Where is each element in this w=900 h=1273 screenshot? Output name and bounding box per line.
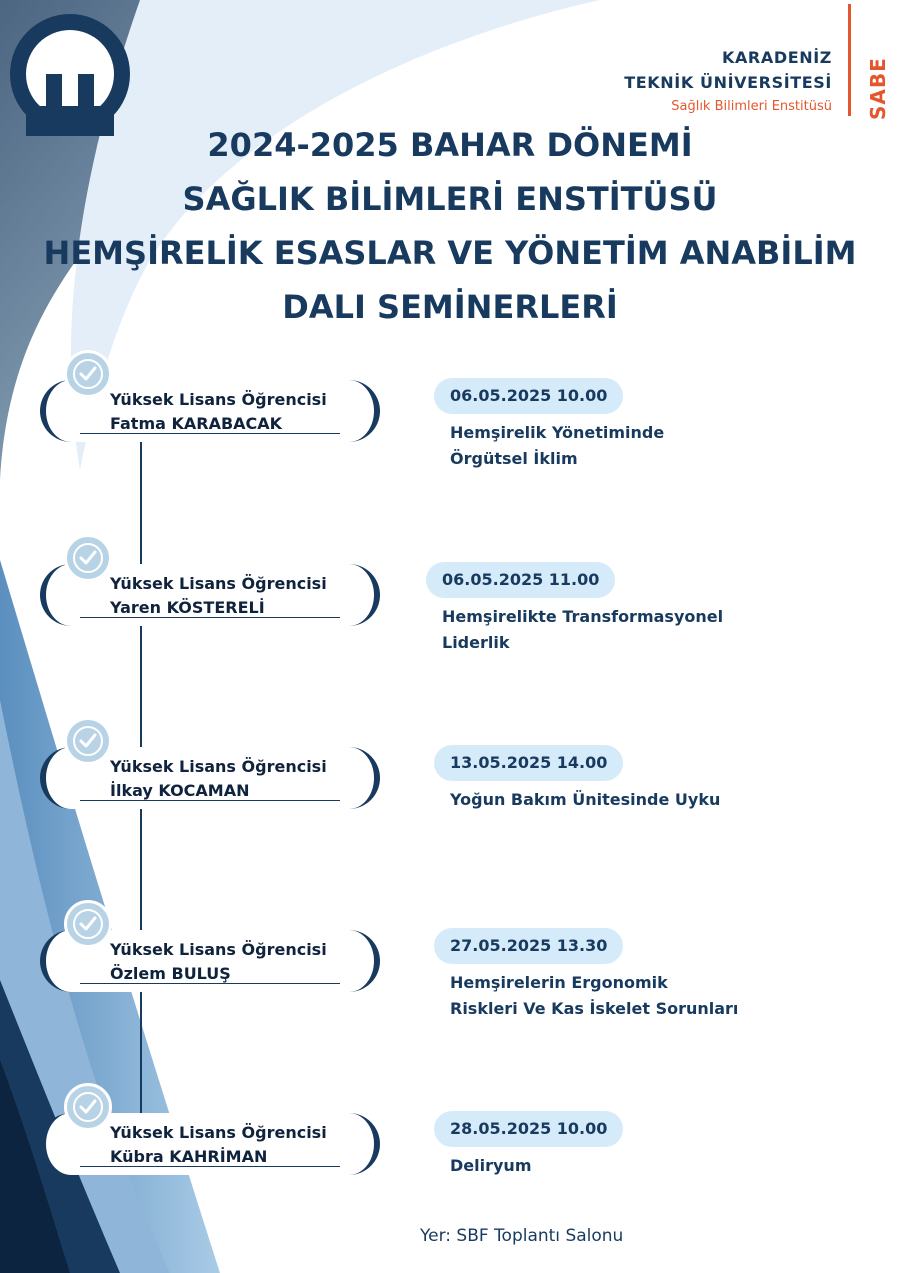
seminar-topic [450, 1153, 531, 1179]
speaker-underline [80, 617, 340, 618]
topic-line1: Yoğun Bakım Ünitesinde Uyku [450, 790, 721, 809]
speaker-underline [80, 800, 340, 801]
brand-name-line1: KARADENİZ [721, 48, 832, 67]
check-circle-icon [64, 534, 112, 582]
seminar-datetime: 27.05.2025 13.30 [434, 928, 623, 964]
seminar-topic [450, 970, 738, 1022]
seminar-datetime: 06.05.2025 11.00 [426, 562, 615, 598]
speaker-name: Özlem BULUŞ [110, 964, 231, 983]
seminar-topic [442, 604, 723, 656]
speaker-name: Yaren KÖSTERELİ [110, 598, 265, 617]
seminar-topic [450, 787, 720, 813]
brand-divider [848, 4, 851, 116]
speaker-underline [80, 433, 340, 434]
brand-badge: SABE [866, 57, 890, 120]
venue-text: Yer: SBF Toplantı Salonu [420, 1226, 624, 1246]
speaker-name: Fatma KARABACAK [110, 414, 283, 433]
speaker-role: Yüksek Lisans Öğrencisi [110, 574, 327, 593]
seminar-item [0, 1083, 900, 1183]
check-circle-icon [64, 1083, 112, 1131]
title-line2: SAĞLIK BİLİMLERİ ENSTİTÜSÜ [182, 180, 718, 218]
seminar-datetime: 13.05.2025 14.00 [434, 745, 623, 781]
speaker-role: Yüksek Lisans Öğrencisi [110, 390, 327, 409]
check-circle-icon [64, 350, 112, 398]
seminar-item [0, 900, 900, 1018]
topic-line1: Hemşirelikte Transformasyonel [442, 607, 724, 626]
institute-brand [596, 2, 900, 128]
speaker-role: Yüksek Lisans Öğrencisi [110, 1123, 327, 1142]
speaker-name: Kübra KAHRİMAN [110, 1147, 268, 1166]
speaker-name: İlkay KOCAMAN [110, 781, 250, 800]
check-circle-icon [64, 717, 112, 765]
speaker-role: Yüksek Lisans Öğrencisi [110, 940, 327, 959]
title-line4: DALI SEMİNERLERİ [282, 288, 618, 326]
topic-line1: Hemşirelik Yönetiminde [450, 423, 665, 442]
speaker-underline [80, 983, 340, 984]
brand-subtitle: Sağlık Bilimleri Enstitüsü [671, 99, 832, 114]
topic-line2: Örgütsel İklim [450, 449, 578, 468]
seminar-item [0, 350, 900, 468]
topic-line1: Deliryum [450, 1156, 532, 1175]
check-circle-icon [64, 900, 112, 948]
title-line3: HEMŞİRELİK ESASLAR VE YÖNETİM ANABİLİM [43, 234, 857, 272]
title-line1: 2024-2025 BAHAR DÖNEMİ [207, 126, 693, 164]
seminar-item [0, 534, 900, 652]
brand-name-line2: TEKNİK ÜNİVERSİTESİ [624, 73, 832, 92]
speaker-underline [80, 1166, 340, 1167]
topic-line2: Riskleri Ve Kas İskelet Sorunları [450, 999, 739, 1018]
topic-line1: Hemşirelerin Ergonomik [450, 973, 668, 992]
page-title [0, 118, 900, 334]
seminar-datetime: 06.05.2025 10.00 [434, 378, 623, 414]
seminar-item [0, 717, 900, 817]
topic-line2: Liderlik [442, 633, 510, 652]
speaker-role: Yüksek Lisans Öğrencisi [110, 757, 327, 776]
seminar-topic [450, 420, 664, 472]
seminar-datetime: 28.05.2025 10.00 [434, 1111, 623, 1147]
